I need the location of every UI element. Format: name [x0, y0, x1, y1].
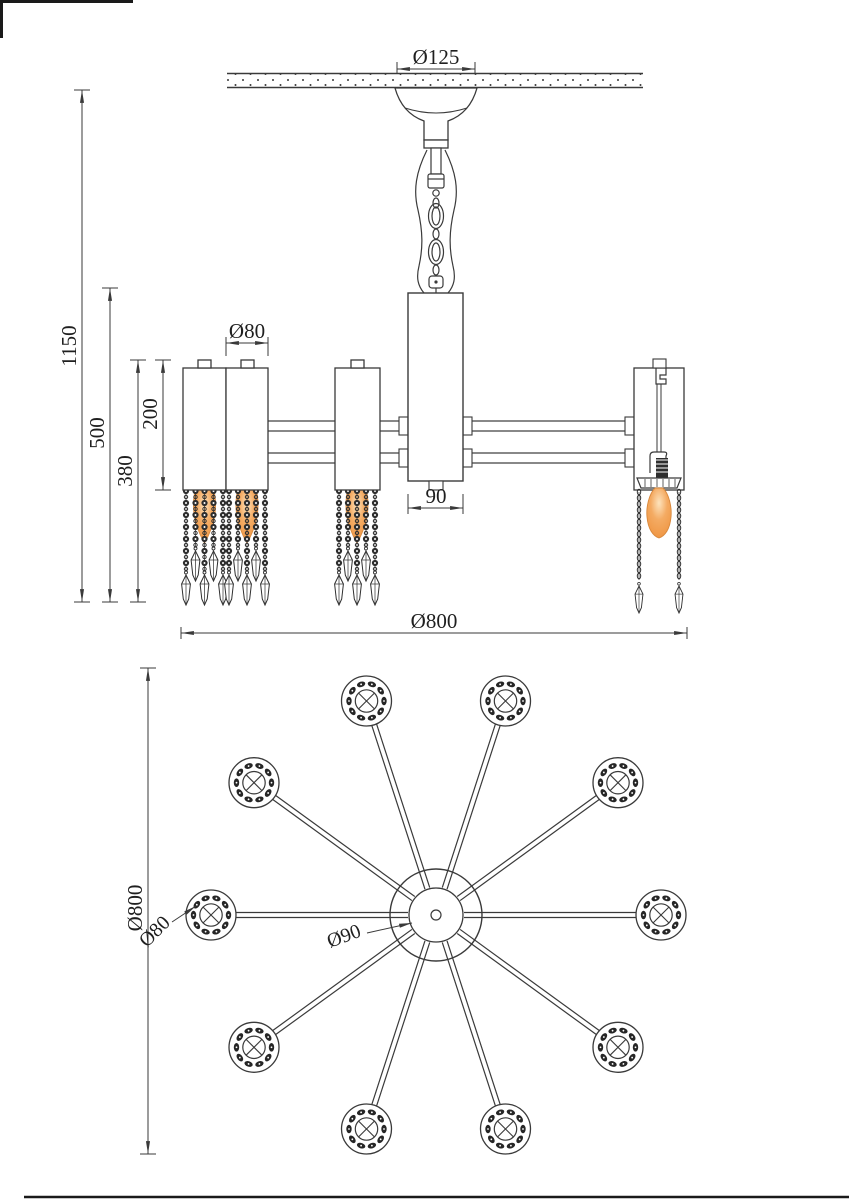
dim-overall-diameter — [181, 609, 687, 639]
crystal-strings-shade3 — [335, 488, 380, 605]
dim-plan-diameter — [123, 668, 156, 1154]
dim-plan-hub-diameter-label: Ø90 — [323, 920, 364, 953]
shade-2-tab — [241, 360, 254, 368]
dim-hang-height — [85, 288, 118, 602]
elevation-view — [57, 45, 687, 639]
shade-1-tab — [198, 360, 211, 368]
dim-overall-diameter-label: Ø800 — [410, 609, 458, 633]
dim-overall-height — [57, 90, 90, 602]
dim-canopy-diameter-label: Ø125 — [412, 45, 460, 69]
shade-2 — [226, 368, 268, 490]
crystal-chain-right — [675, 489, 683, 613]
shade-4-section — [634, 359, 684, 613]
dim-shade-diameter-label: Ø80 — [228, 319, 266, 343]
dim-shade-height — [138, 360, 171, 490]
dim-canopy-diameter — [397, 45, 475, 74]
bulb-section — [647, 488, 671, 538]
center-column — [408, 293, 463, 490]
dim-plan-diameter-label: Ø800 — [123, 884, 147, 932]
dim-overall-height-label: 1150 — [57, 325, 81, 367]
dim-body-width — [408, 484, 463, 514]
crystal-strings-shade2 — [225, 488, 270, 605]
plan-view — [123, 668, 686, 1154]
ceiling-hatch — [227, 74, 643, 88]
crystal-chain-left — [635, 489, 643, 613]
shade-3-tab — [351, 360, 364, 368]
dim-hang-height-label: 500 — [85, 417, 109, 449]
shade-3 — [335, 368, 380, 490]
ceiling-canopy — [395, 88, 477, 148]
dim-body-width-label: 90 — [425, 484, 447, 508]
shade-1 — [183, 368, 226, 490]
socket-plate — [637, 478, 681, 488]
dim-shade-drop-label: 380 — [113, 455, 137, 487]
dim-shade-diameter — [226, 319, 268, 356]
dim-shade-drop — [113, 360, 146, 602]
dim-plan-shade-diameter-label: Ø80 — [134, 911, 175, 952]
suspension-chain — [416, 148, 457, 293]
crystal-strings-shade1 — [182, 488, 228, 605]
plan-hub — [390, 869, 482, 961]
dim-plan-hub-diameter — [324, 920, 412, 952]
dim-shade-height-label: 200 — [138, 398, 162, 430]
